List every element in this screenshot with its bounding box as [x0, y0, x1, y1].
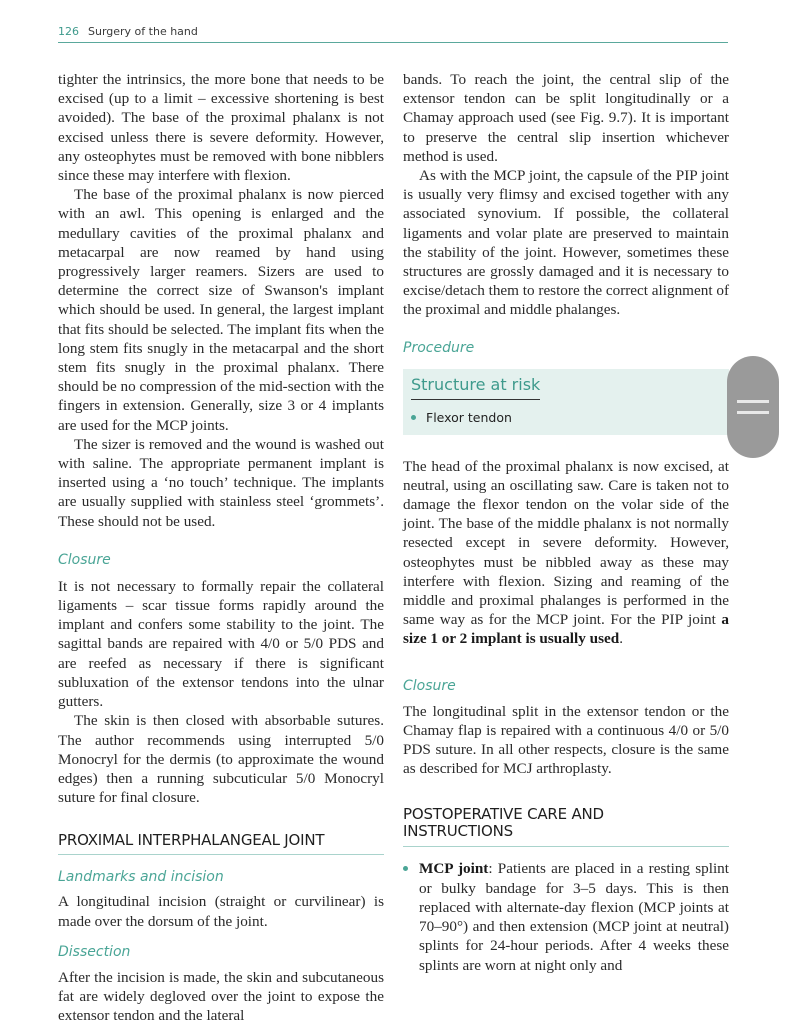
paragraph: The skin is then closed with absorbable sutures. The author recommends using interrupted 5/0 Monocryl for the dermis (to approximate the wound edges) then a running subcuticular 5/0 Monocryl suture for final closure. — [58, 712, 384, 807]
structure-at-risk-box — [403, 369, 729, 435]
risk-box-title: Structure at risk — [411, 375, 540, 400]
page-number: 126 — [58, 25, 79, 38]
paragraph: The longitudinal split in the extensor tendon or the Chamay flap is repaired with a continuous 4/0 or 5/0 PDS suture. In all other respects, closure is the same as described for MCJ arthroplasty. — [403, 702, 729, 778]
closure-subheading: Closure — [403, 677, 456, 694]
right-column — [403, 70, 729, 975]
risk-item — [411, 410, 721, 425]
paragraph: As with the MCP joint, the capsule of the PIP joint is usually very flimsy and excised together with any associated synovium. If possible, the collateral ligaments and volar plate are preserved to maintain the stability of the joint. However, sometimes these structures are grossly damaged and it is necessary to excise/detach them to restore the correct alignment of the proximal and middle phalanges. — [403, 167, 729, 319]
bold-text: a size 1 or 2 implant is usually used — [403, 611, 729, 648]
scroll-handle[interactable] — [727, 356, 779, 458]
drag-handle-icon — [737, 400, 769, 403]
list-item-text — [419, 859, 729, 974]
section-rule — [403, 846, 729, 847]
paragraph-text: . — [619, 630, 623, 648]
section-heading-pip-joint: PROXIMAL INTERPHALANGEAL JOINT — [58, 832, 384, 855]
running-header — [58, 26, 728, 43]
chapter-title: Surgery of the hand — [88, 25, 198, 38]
risk-item-label: Flexor tendon — [426, 409, 512, 425]
bold-text: MCP joint — [419, 860, 489, 878]
paragraph: It is not necessary to formally repair the collateral ligaments – scar tissue forms rapidly around the implant and confers some stability to the joint. The sagittal bands are repaired with 4/0 or 5/0 PDS and are reefed as necessary if there is significant subluxation of the extensor tendons into the ulnar gutters. — [58, 577, 384, 711]
paragraph: tighter the intrinsics, the more bone that needs to be excised (up to a limit – excessive shortening is best avoided). The base of the proximal phalanx is not excised unless there is severe deformity. However, any osteophytes must be removed with bone nibblers since these may interfere with flexion. — [58, 71, 384, 185]
procedure-subheading: Procedure — [403, 339, 475, 356]
paragraph: The base of the proximal phalanx is now pierced with an awl. This opening is enlarged and the medullary cavities of the proximal phalanx and metacarpal are now reamed by hand using progressively larger reamers. Sizers are used to determine the correct size of Swanson's implant which should be used. In general, the largest implant that fits should be selected. The implant fits when the long stem fits snugly in the metacarpal and the short stem fits snugly in the proximal phalanx. There should be no compression of the mid-section with the fingers in extension. Generally, size 3 or 4 implants are used for the MCP joints. — [58, 186, 384, 434]
paragraph — [403, 457, 729, 649]
list-item — [403, 859, 729, 974]
landmarks-subheading: Landmarks and incision — [58, 869, 224, 886]
left-column — [58, 70, 384, 1025]
paragraph-text: The head of the proximal phalanx is now excised, at neutral, using an oscillating saw. Care is taken not to damage the flexor tendon on the volar side of the joint. The base of the middle phalanx is not normally resected except in severe deformity. However, osteophytes must be nibbled away as these may interfere with flexion. Sizing and reaming of the middle and proximal phalanges is performed in the same way as for the MCP joint. For the PIP joint — [403, 457, 729, 629]
paragraph: bands. To reach the joint, the central slip of the extensor tendon can be split longitudinally or a Chamay approach used (see Fig. 9.7). It is important to preserve the central slip insertion whichever method is used. — [403, 71, 729, 165]
paragraph: The sizer is removed and the wound is washed out with saline. The appropriate permanent implant is inserted using a ‘no touch’ technique. The implants are usually supplied with stainless steel ‘grommets’. These should not be used. — [58, 435, 384, 530]
paragraph: After the incision is made, the skin and subcutaneous fat are widely degloved over the joint to expose the extensor tendon and the lateral — [58, 968, 384, 1025]
paragraph: A longitudinal incision (straight or curvilinear) is made over the dorsum of the joint. — [58, 893, 384, 930]
closure-subheading: Closure — [58, 551, 111, 568]
dissection-subheading: Dissection — [58, 943, 131, 960]
drag-handle-icon — [737, 411, 769, 414]
bullet-icon — [411, 415, 416, 420]
list-item-body: : Patients are placed in a resting splint or bulky bandage for 3–5 days. This is then replaced with alternate-day flexion (MCP joints at 70–90°) and then extension (MCP joint at neutral) splints for 24-hour periods. After 4 weeks these splints are worn at night only and — [419, 860, 729, 974]
section-heading-postoperative: POSTOPERATIVE CARE AND INSTRUCTIONS — [403, 805, 604, 841]
bullet-icon — [403, 866, 408, 871]
